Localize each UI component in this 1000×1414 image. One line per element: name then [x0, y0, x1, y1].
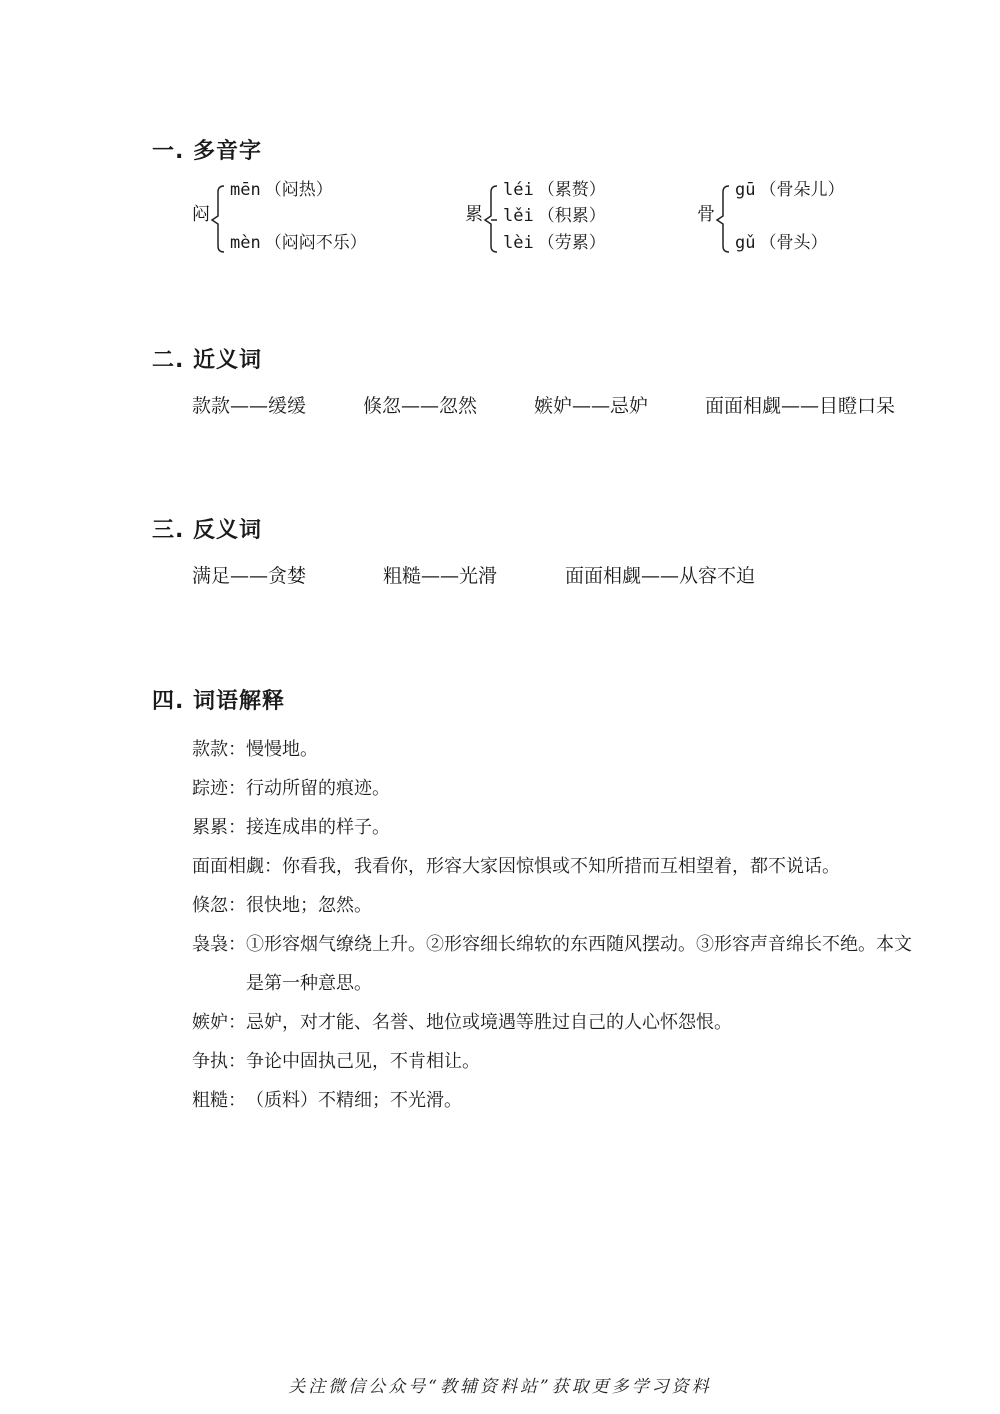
definition-item	[192, 1042, 922, 1081]
reading	[735, 175, 844, 200]
synonym-pair: 面面相觑——目瞪口呆	[705, 395, 896, 417]
definition-term: 款款：	[192, 739, 246, 760]
synonym-pair: 嫉妒——忌妒	[534, 395, 649, 417]
definition-item	[192, 1081, 922, 1120]
definition-item	[192, 769, 922, 808]
example-word: （闷闷不乐）	[264, 233, 367, 253]
footer-promo: 关注微信公众号“教辅资料站”获取更多学习资料	[288, 1377, 712, 1397]
pinyin: mèn	[230, 233, 261, 253]
definition-term: 嫉妒：	[192, 1012, 246, 1033]
reading	[230, 175, 333, 200]
example-word: （劳累）	[537, 233, 606, 253]
pinyin: lèi	[503, 233, 534, 253]
definition-text: 接连成串的样子。	[246, 817, 390, 838]
definition-text: （质料）不精细；不光滑。	[246, 1090, 462, 1111]
definition-item	[192, 925, 922, 1003]
reading	[503, 175, 606, 200]
antonym-pair: 满足——贪婪	[192, 565, 307, 587]
section-title-definitions: 四. 词语解释	[152, 689, 286, 714]
definition-text: 行动所留的痕迹。	[246, 778, 390, 799]
definition-text: ①形容烟气缭绕上升。②形容细长绵软的东西随风摆动。③形容声音绵长不绝。本文是第一种意思。	[246, 934, 912, 994]
definition-text: 慢慢地。	[246, 739, 318, 760]
synonym-pair: 款款——缓缓	[192, 395, 307, 417]
definition-item	[192, 847, 922, 886]
reading	[503, 228, 606, 253]
definition-term: 争执：	[192, 1051, 246, 1072]
definition-term: 面面相觑：	[192, 856, 282, 877]
pinyin: mēn	[230, 180, 261, 200]
definition-item	[192, 808, 922, 847]
definition-item	[192, 730, 922, 769]
section-title-synonyms: 二. 近义词	[152, 348, 263, 373]
antonym-pair: 粗糙——光滑	[383, 565, 498, 587]
pinyin: lěi	[503, 206, 534, 226]
synonym-pair: 倏忽——忽然	[363, 395, 478, 417]
brace-icon	[715, 180, 735, 256]
pinyin: léi	[503, 180, 534, 200]
polyphone-char: 闷	[192, 204, 210, 225]
example-word: （骨头）	[759, 233, 828, 253]
example-word: （累赘）	[537, 180, 606, 200]
reading	[230, 228, 367, 253]
reading	[735, 228, 827, 253]
example-word: （积累）	[537, 206, 606, 226]
reading	[503, 201, 606, 226]
definition-term: 粗糙：	[192, 1090, 246, 1111]
definition-term: 袅袅：	[192, 934, 246, 955]
brace-icon	[483, 180, 503, 256]
example-word: （骨朵儿）	[759, 180, 845, 200]
section-title-polyphones: 一. 多音字	[152, 139, 263, 164]
definition-text: 忌妒，对才能、名誉、地位或境遇等胜过自己的人心怀怨恨。	[246, 1012, 732, 1033]
example-word: （闷热）	[264, 180, 333, 200]
polyphone-char: 累	[465, 204, 483, 225]
definition-term: 倏忽：	[192, 895, 246, 916]
definition-text: 很快地；忽然。	[246, 895, 372, 916]
section-title-antonyms: 三. 反义词	[152, 518, 263, 543]
brace-icon	[210, 180, 230, 256]
definition-term: 累累：	[192, 817, 246, 838]
definition-text: 争论中固执己见，不肯相让。	[246, 1051, 480, 1072]
antonym-pair: 面面相觑——从容不迫	[565, 565, 756, 587]
definition-item	[192, 1003, 922, 1042]
definition-text: 你看我，我看你，形容大家因惊惧或不知所措而互相望着，都不说话。	[282, 856, 840, 877]
pinyin: gū	[735, 180, 756, 200]
definition-item	[192, 886, 922, 925]
definition-term: 踪迹：	[192, 778, 246, 799]
pinyin: gǔ	[735, 233, 756, 253]
definition-list	[192, 730, 922, 1120]
polyphone-char: 骨	[697, 204, 715, 225]
